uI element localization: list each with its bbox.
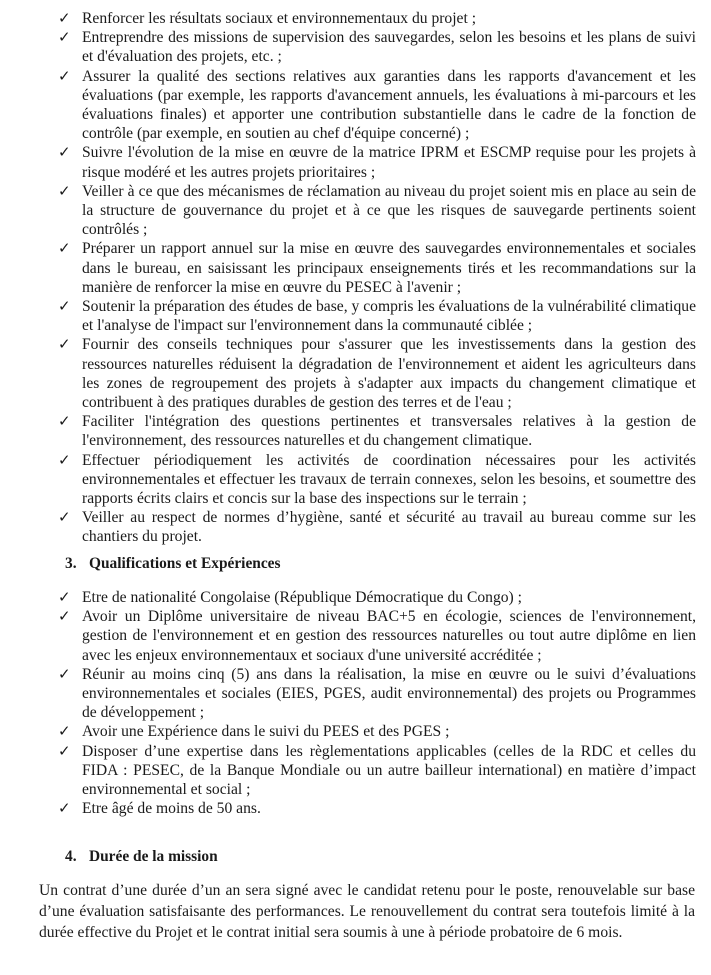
list-item: [58, 508, 696, 546]
checkmark-icon: ✓: [58, 607, 71, 626]
list-item-text: Etre de nationalité Congolaise (République Démocratique du Congo) ;: [82, 589, 522, 606]
list-item-text: Entreprendre des missions de supervision des sauvegardes, selon les besoins et les plans de suivi et d'évaluation des projets, etc. ;: [82, 29, 696, 66]
list-item: [58, 412, 696, 450]
list-item: [58, 722, 696, 741]
list-item-text: Réunir au moins cinq (5) ans dans la réalisation, la mise en œuvre ou le suivi d’évaluations environnementales et sociales (EIES, PGES, audit environnemental) des projets ou Programmes de développement ;: [82, 665, 696, 722]
checkmark-icon: ✓: [58, 741, 71, 760]
list-item: [58, 588, 696, 607]
list-item-text: Veiller au respect de normes d’hygiène, santé et sécurité au travail au bureau comme sur les chantiers du projet.: [82, 509, 696, 546]
checkmark-icon: ✓: [58, 28, 71, 47]
checkmark-icon: ✓: [58, 239, 71, 258]
checkmark-icon: ✓: [58, 799, 71, 818]
list-item-text: Renforcer les résultats sociaux et environnementaux du projet ;: [82, 10, 477, 27]
checkmark-icon: ✓: [58, 297, 71, 316]
checkmark-icon: ✓: [58, 508, 71, 527]
section2-checklist: [58, 9, 696, 547]
checkmark-icon: ✓: [58, 181, 71, 200]
list-item-text: Soutenir la préparation des études de base, y compris les évaluations de la vulnérabilité climatique et l'analyse de l'impact sur l'environnement dans la communauté ciblée ;: [82, 298, 696, 335]
checkmark-icon: ✓: [58, 9, 71, 27]
duration-paragraph: Un contrat d’une durée d’un an sera signé avec le candidat retenu pour le poste, renouvelable sur base d’une évaluation satisfaisante des performances. Le renouvellement du contrat sera toutefois limité à la durée effective du Projet et le contrat initial sera soumis à une à période probatoire de 6 mois.: [39, 882, 695, 941]
list-item-text: Avoir une Expérience dans le suivi du PEES et des PGES ;: [82, 723, 450, 741]
section-title: Durée de la mission: [89, 848, 218, 865]
list-item: [58, 28, 696, 66]
section-number: 4.: [65, 848, 77, 865]
checkmark-icon: ✓: [58, 722, 71, 741]
list-item: [58, 607, 696, 665]
list-item-text: Suivre l'évolution de la mise en œuvre de la matrice IPRM et ESCMP requise pour les projets à risque modéré et les autres projets prioritaires ;: [82, 144, 696, 181]
list-item: [58, 451, 696, 509]
section-heading-duration: [65, 847, 218, 866]
list-item-text: Effectuer périodiquement les activités de coordination nécessaires pour les activités environnementales et effectuer les travaux de terrain connexes, selon les besoins, et soumettre des rapports écrits clairs et concis sur la base des inspections sur le terrain ;: [82, 451, 696, 508]
list-item: [58, 182, 696, 240]
list-item: [58, 239, 696, 297]
checkmark-icon: ✓: [58, 143, 71, 162]
list-item: [58, 742, 696, 800]
list-item: [58, 67, 696, 144]
section3-checklist: [58, 588, 696, 818]
list-item: [58, 297, 696, 335]
list-item: [58, 665, 696, 723]
list-item-text: Disposer d’une expertise dans les règlementations applicables (celles de la RDC et celles du FIDA : PESEC, de la Banque Mondiale ou un autre bailleur international) en matière d’impact environnemental et social ;: [82, 742, 696, 799]
list-item-text: Fournir des conseils techniques pour s'assurer que les investissements dans la gestion des ressources naturelles réduisent la dégradation de l'environnement et aident les agriculteurs dans les zones de regroupement des projets à s'adapter aux impacts du changement climatique et contribuent à des pratiques durables de gestion des terres et de l'eau ;: [82, 336, 696, 412]
section-heading-qualifications: [65, 554, 281, 573]
list-item-text: Préparer un rapport annuel sur la mise en œuvre des sauvegardes environnementales et sociales dans le bureau, en saisissant les principaux enseignements tirés et les recommandations sur la manière de renforcer la mise en œuvre du PESEC à l'avenir ;: [82, 240, 696, 296]
list-item-text: Faciliter l'intégration des questions pertinentes et transversales relatives à la gestion de l'environnement, des ressources naturelles et du changement climatique.: [82, 413, 696, 450]
list-item: [58, 9, 696, 28]
checkmark-icon: ✓: [58, 664, 71, 683]
list-item: [58, 799, 696, 818]
list-item: [58, 335, 696, 412]
checkmark-icon: ✓: [58, 450, 71, 469]
checkmark-icon: ✓: [58, 412, 71, 431]
list-item-text: Avoir un Diplôme universitaire de niveau BAC+5 en écologie, sciences de l'environnement, gestion de l'environnement et en gestion des ressources naturelles ou tout autre diplôme en lien avec les enjeux environnementaux et sociaux d'une université accréditée ;: [82, 608, 696, 664]
checkmark-icon: ✓: [58, 335, 71, 354]
section-number: 3.: [65, 555, 77, 572]
list-item-text: Veiller à ce que des mécanismes de réclamation au niveau du projet soient mis en place au sein de la structure de gouvernance du projet et à ce que les risques de sauvegarde pertinents soient contrôlés ;: [82, 182, 696, 239]
list-item-text: Assurer la qualité des sections relatives aux garanties dans les rapports d'avancement et les évaluations (par exemple, les rapports d'avancement annuels, les évaluations à mi-parcours et les évaluations finales) et apporter une contribution substantielle dans le cadre de la fonction de contrôle (par exemple, en soutien au chef d'équipe concerné) ;: [82, 67, 696, 143]
section-title: Qualifications et Expériences: [89, 555, 281, 572]
checkmark-icon: ✓: [58, 66, 71, 85]
list-item-text: Etre âgé de moins de 50 ans.: [82, 800, 261, 818]
list-item: [58, 143, 696, 181]
checkmark-icon: ✓: [58, 588, 71, 606]
